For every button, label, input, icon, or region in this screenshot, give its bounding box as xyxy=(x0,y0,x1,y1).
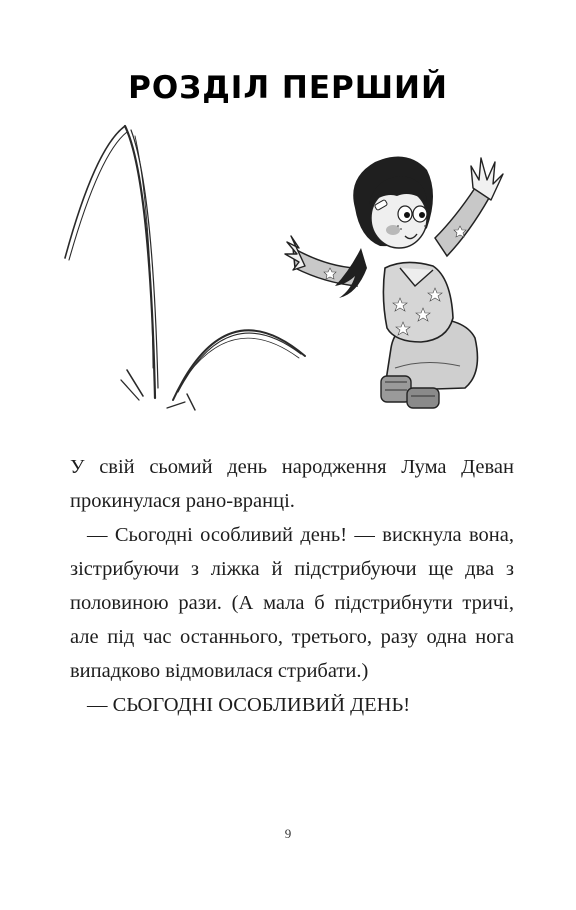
chapter-body xyxy=(70,450,514,722)
page-number: 9 xyxy=(284,826,292,841)
paragraph: У свій сьомий день народження Лума Деван прокинулася рано-вранці. xyxy=(70,456,514,512)
chapter-title: РОЗДІЛ ПЕРШИЙ xyxy=(128,70,448,106)
girl-jumping-in-pajamas-icon xyxy=(285,157,503,408)
paragraph: — СЬОГОДНІ ОСОБЛИВИЙ ДЕНЬ! xyxy=(87,694,411,716)
jump-arc-lines-icon xyxy=(65,126,305,410)
paragraph: — Сьогодні особливий день! — вискнула вона, зістрибуючи з ліжка й підстрибуючи ще два з половиною рази. (А мала б підстрибнути тричі, але під час останнього, третього, разу одна нога випадково відмовилася стрибати.) xyxy=(70,524,514,682)
illustration xyxy=(55,118,525,428)
